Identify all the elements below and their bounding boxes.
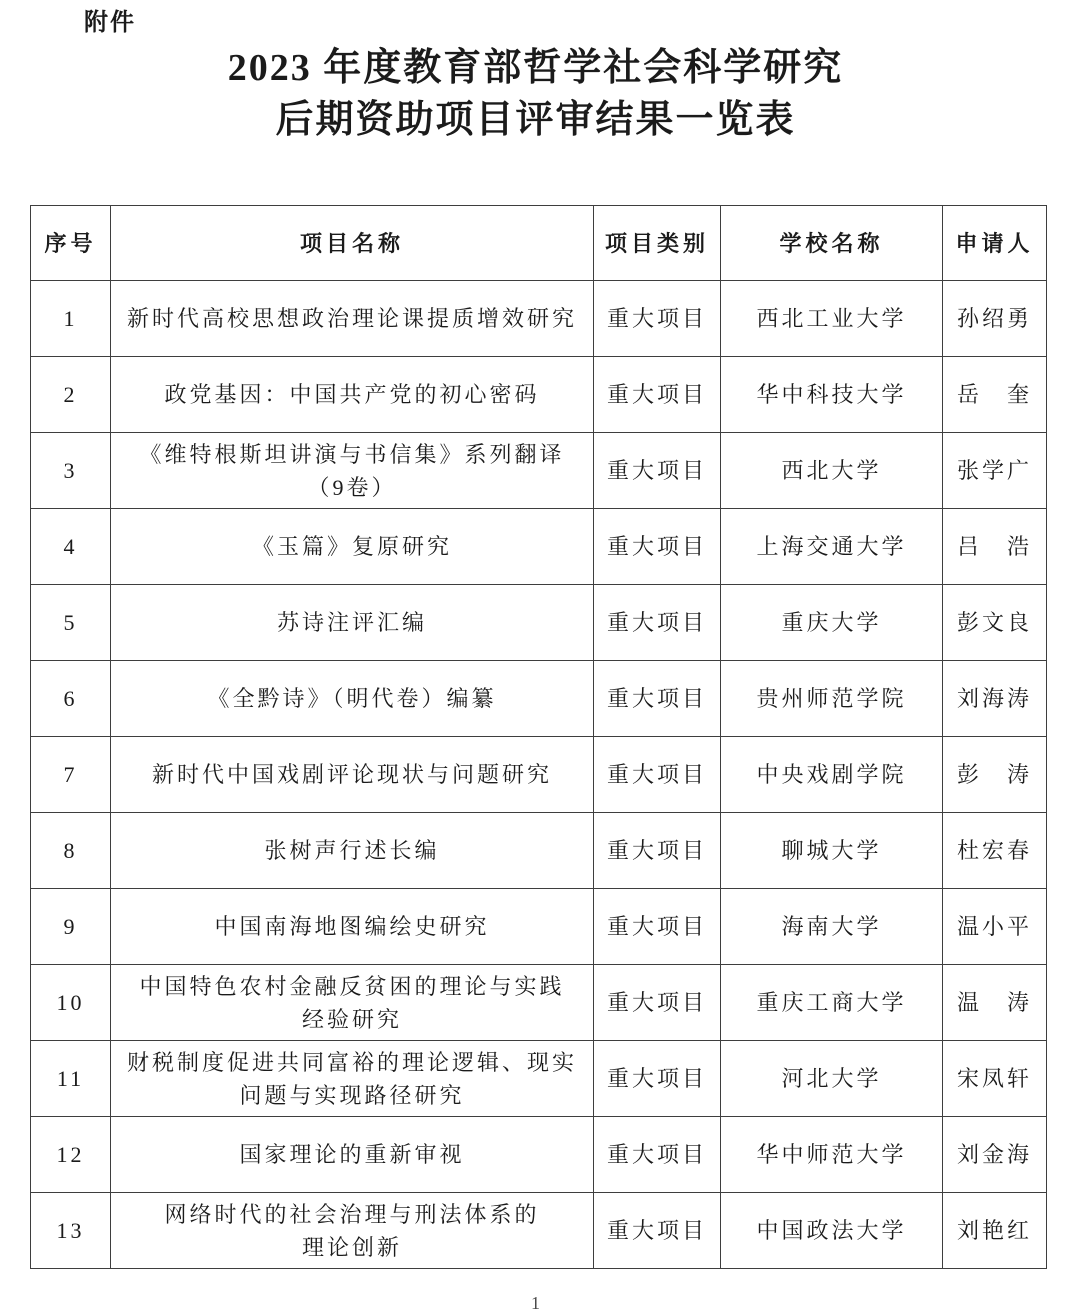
category-cell: 重大项目 — [594, 813, 721, 889]
project-name-cell: 新时代高校思想政治理论课提质增效研究 — [111, 281, 594, 357]
category-cell: 重大项目 — [594, 357, 721, 433]
row-number-cell: 5 — [31, 585, 111, 661]
applicant-cell: 温 涛 — [943, 965, 1047, 1041]
school-cell: 贵州师范学院 — [721, 661, 943, 737]
row-number-cell: 3 — [31, 433, 111, 509]
row-number-cell: 8 — [31, 813, 111, 889]
table-header-row — [31, 206, 1047, 281]
category-cell: 重大项目 — [594, 1193, 721, 1269]
row-number-cell: 13 — [31, 1193, 111, 1269]
project-name-cell: 《维特根斯坦讲演与书信集》系列翻译 （9卷） — [111, 433, 594, 509]
school-cell: 河北大学 — [721, 1041, 943, 1117]
applicant-cell: 彭 涛 — [943, 737, 1047, 813]
project-name-cell: 政党基因：中国共产党的初心密码 — [111, 357, 594, 433]
project-name-cell: 张树声行述长编 — [111, 813, 594, 889]
school-cell: 华中师范大学 — [721, 1117, 943, 1193]
row-number-cell: 7 — [31, 737, 111, 813]
category-cell: 重大项目 — [594, 585, 721, 661]
row-number-cell: 2 — [31, 357, 111, 433]
category-cell: 重大项目 — [594, 433, 721, 509]
column-header: 项目名称 — [111, 206, 594, 281]
table-row — [31, 509, 1047, 585]
page-number: 1 — [531, 1293, 540, 1311]
school-cell: 中央戏剧学院 — [721, 737, 943, 813]
results-table — [30, 205, 1047, 1269]
applicant-cell: 张学广 — [943, 433, 1047, 509]
table-row — [31, 1117, 1047, 1193]
project-name-cell: 苏诗注评汇编 — [111, 585, 594, 661]
column-header: 申请人 — [943, 206, 1047, 281]
row-number-cell: 11 — [31, 1041, 111, 1117]
attachment-label: 附件 — [84, 9, 136, 36]
category-cell: 重大项目 — [594, 661, 721, 737]
applicant-cell: 孙绍勇 — [943, 281, 1047, 357]
applicant-cell: 刘海涛 — [943, 661, 1047, 737]
column-header: 序号 — [31, 206, 111, 281]
column-header: 项目类别 — [594, 206, 721, 281]
category-cell: 重大项目 — [594, 1041, 721, 1117]
category-cell: 重大项目 — [594, 1117, 721, 1193]
table-row — [31, 1193, 1047, 1269]
document-title-line1: 2023 年度教育部哲学社会科学研究 — [227, 47, 844, 89]
project-name-cell: 《玉篇》复原研究 — [111, 509, 594, 585]
table-row — [31, 965, 1047, 1041]
project-name-cell: 《全黔诗》（明代卷）编纂 — [111, 661, 594, 737]
school-cell: 华中科技大学 — [721, 357, 943, 433]
category-cell: 重大项目 — [594, 889, 721, 965]
row-number-cell: 4 — [31, 509, 111, 585]
project-name-cell: 中国南海地图编绘史研究 — [111, 889, 594, 965]
category-cell: 重大项目 — [594, 281, 721, 357]
project-name-cell: 财税制度促进共同富裕的理论逻辑、现实 问题与实现路径研究 — [111, 1041, 594, 1117]
applicant-cell: 刘金海 — [943, 1117, 1047, 1193]
applicant-cell: 岳 奎 — [943, 357, 1047, 433]
table-row — [31, 889, 1047, 965]
row-number-cell: 6 — [31, 661, 111, 737]
table-row — [31, 813, 1047, 889]
table-row — [31, 585, 1047, 661]
category-cell: 重大项目 — [594, 509, 721, 585]
table-row — [31, 661, 1047, 737]
column-header: 学校名称 — [721, 206, 943, 281]
table-row — [31, 1041, 1047, 1117]
document-title — [0, 42, 1071, 146]
project-name-cell: 中国特色农村金融反贫困的理论与实践 经验研究 — [111, 965, 594, 1041]
table-row — [31, 357, 1047, 433]
applicant-cell: 吕 浩 — [943, 509, 1047, 585]
applicant-cell: 杜宏春 — [943, 813, 1047, 889]
row-number-cell: 9 — [31, 889, 111, 965]
table-row — [31, 737, 1047, 813]
category-cell: 重大项目 — [594, 737, 721, 813]
school-cell: 西北工业大学 — [721, 281, 943, 357]
table-row — [31, 433, 1047, 509]
row-number-cell: 12 — [31, 1117, 111, 1193]
school-cell: 重庆大学 — [721, 585, 943, 661]
applicant-cell: 宋凤轩 — [943, 1041, 1047, 1117]
applicant-cell: 温小平 — [943, 889, 1047, 965]
school-cell: 上海交通大学 — [721, 509, 943, 585]
applicant-cell: 彭文良 — [943, 585, 1047, 661]
project-name-cell: 网络时代的社会治理与刑法体系的 理论创新 — [111, 1193, 594, 1269]
school-cell: 中国政法大学 — [721, 1193, 943, 1269]
applicant-cell: 刘艳红 — [943, 1193, 1047, 1269]
school-cell: 重庆工商大学 — [721, 965, 943, 1041]
document-title-line2: 后期资助项目评审结果一览表 — [275, 99, 796, 141]
school-cell: 海南大学 — [721, 889, 943, 965]
school-cell: 聊城大学 — [721, 813, 943, 889]
project-name-cell: 新时代中国戏剧评论现状与问题研究 — [111, 737, 594, 813]
category-cell: 重大项目 — [594, 965, 721, 1041]
row-number-cell: 10 — [31, 965, 111, 1041]
project-name-cell: 国家理论的重新审视 — [111, 1117, 594, 1193]
school-cell: 西北大学 — [721, 433, 943, 509]
table-row — [31, 281, 1047, 357]
row-number-cell: 1 — [31, 281, 111, 357]
